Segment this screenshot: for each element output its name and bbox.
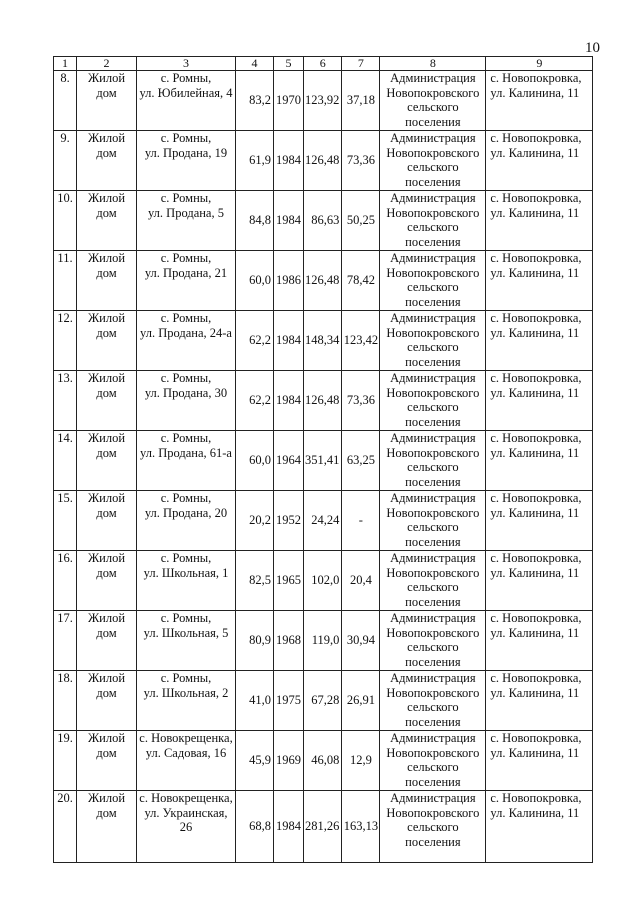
total-value-cell: 148,34	[304, 311, 342, 371]
object-type-cell	[77, 251, 137, 311]
holder-address-cell	[486, 671, 593, 731]
table-row	[54, 491, 593, 551]
holder-line: Новопокровского	[386, 565, 480, 580]
address-cell	[137, 731, 236, 791]
address-line: с. Ромны,	[160, 191, 212, 205]
row-number-cell: 19.	[54, 731, 77, 791]
object-type-line: Жилой	[87, 551, 126, 565]
page-number: 10	[585, 40, 600, 56]
residual-value-cell: 12,9	[342, 731, 380, 791]
total-value-cell: 67,28	[304, 671, 342, 731]
address-line: с. Ромны,	[160, 251, 212, 265]
holder-address-line: ул. Калинина, 11	[490, 685, 580, 700]
holder-line: Администрация	[390, 131, 476, 145]
holder-line: Администрация	[390, 71, 476, 85]
address-cell	[137, 791, 236, 863]
object-type-cell	[77, 311, 137, 371]
holder-line: Администрация	[390, 791, 476, 805]
row-number-cell: 20.	[54, 791, 77, 863]
holder-line: Новопокровского	[386, 385, 480, 400]
object-type-line: дом	[96, 145, 117, 160]
total-value-cell: 119,0	[304, 611, 342, 671]
total-value-cell: 351,41	[304, 431, 342, 491]
holder-line: сельского	[407, 820, 459, 835]
holder-cell	[380, 371, 486, 431]
holder-address-line: с. Новопокровка,	[490, 551, 582, 565]
object-type-line: дом	[96, 805, 117, 820]
address-cell	[137, 71, 236, 131]
residual-value-cell: 163,13	[342, 791, 380, 863]
holder-address-line: с. Новопокровка,	[490, 71, 582, 85]
area-cell: 82,5	[236, 551, 274, 611]
address-line: с. Ромны,	[160, 371, 212, 385]
residual-value-cell: 37,18	[342, 71, 380, 131]
address-cell	[137, 371, 236, 431]
row-number-cell: 12.	[54, 311, 77, 371]
object-type-line: дом	[96, 205, 117, 220]
column-number-cell: 2	[77, 57, 137, 71]
holder-address-cell	[486, 791, 593, 863]
holder-address-cell	[486, 131, 593, 191]
year-cell: 1984	[274, 191, 304, 251]
address-cell	[137, 551, 236, 611]
address-line: ул. Школьная, 5	[143, 625, 229, 640]
holder-address-line: с. Новопокровка,	[490, 671, 582, 685]
address-line: с. Ромны,	[160, 431, 212, 445]
address-line: ул. Продана, 5	[147, 205, 224, 220]
holder-line: сельского	[407, 640, 459, 655]
row-number-cell: 15.	[54, 491, 77, 551]
holder-line: поселения	[405, 174, 461, 189]
object-type-line: Жилой	[87, 311, 126, 325]
holder-line: поселения	[405, 354, 461, 369]
holder-cell	[380, 671, 486, 731]
address-line: с. Ромны,	[160, 71, 212, 85]
holder-address-line: ул. Калинина, 11	[490, 385, 580, 400]
object-type-cell	[77, 371, 137, 431]
table-row	[54, 671, 593, 731]
area-cell: 83,2	[236, 71, 274, 131]
holder-address-line: ул. Калинина, 11	[490, 805, 580, 820]
address-line: с. Ромны,	[160, 491, 212, 505]
address-line: 26	[179, 820, 193, 835]
residual-value-cell: -	[342, 491, 380, 551]
holder-address-line: ул. Калинина, 11	[490, 565, 580, 580]
area-cell: 41,0	[236, 671, 274, 731]
holder-line: поселения	[405, 654, 461, 669]
holder-address-line: с. Новопокровка,	[490, 191, 582, 205]
holder-line: поселения	[405, 114, 461, 129]
holder-line: Администрация	[390, 671, 476, 685]
address-line: с. Новокрещенка,	[139, 731, 233, 745]
object-type-line: Жилой	[87, 191, 126, 205]
residual-value-cell: 123,42	[342, 311, 380, 371]
holder-line: сельского	[407, 700, 459, 715]
holder-line: поселения	[405, 594, 461, 609]
address-cell	[137, 491, 236, 551]
holder-line: Новопокровского	[386, 685, 480, 700]
object-type-line: Жилой	[87, 731, 126, 745]
area-cell: 61,9	[236, 131, 274, 191]
holder-address-line: с. Новопокровка,	[490, 251, 582, 265]
row-number-cell: 16.	[54, 551, 77, 611]
object-type-cell	[77, 671, 137, 731]
holder-line: Новопокровского	[386, 505, 480, 520]
object-type-line: дом	[96, 625, 117, 640]
table-row	[54, 431, 593, 491]
row-number-cell: 14.	[54, 431, 77, 491]
object-type-line: дом	[96, 745, 117, 760]
address-line: ул. Продана, 20	[144, 505, 228, 520]
address-cell	[137, 251, 236, 311]
holder-line: сельского	[407, 220, 459, 235]
holder-line: поселения	[405, 774, 461, 789]
holder-cell	[380, 71, 486, 131]
holder-line: поселения	[405, 414, 461, 429]
table-row	[54, 71, 593, 131]
column-number-cell: 6	[304, 57, 342, 71]
object-type-line: Жилой	[87, 371, 126, 385]
object-type-cell	[77, 131, 137, 191]
address-line: с. Новокрещенка,	[139, 791, 233, 805]
object-type-line: дом	[96, 385, 117, 400]
holder-address-line: ул. Калинина, 11	[490, 205, 580, 220]
object-type-cell	[77, 791, 137, 863]
column-number-cell: 4	[236, 57, 274, 71]
holder-line: Новопокровского	[386, 325, 480, 340]
holder-line: поселения	[405, 474, 461, 489]
holder-line: сельского	[407, 580, 459, 595]
address-line: ул. Садовая, 16	[145, 745, 227, 760]
holder-line: Новопокровского	[386, 625, 480, 640]
column-number-cell: 7	[342, 57, 380, 71]
holder-address-line: с. Новопокровка,	[490, 311, 582, 325]
object-type-line: дом	[96, 265, 117, 280]
table-row	[54, 251, 593, 311]
object-type-cell	[77, 71, 137, 131]
residual-value-cell: 78,42	[342, 251, 380, 311]
address-line: с. Ромны,	[160, 131, 212, 145]
holder-line: Новопокровского	[386, 445, 480, 460]
year-cell: 1984	[274, 311, 304, 371]
column-number-cell: 3	[137, 57, 236, 71]
area-cell: 80,9	[236, 611, 274, 671]
holder-address-cell	[486, 191, 593, 251]
holder-line: Администрация	[390, 491, 476, 505]
holder-address-line: с. Новопокровка,	[490, 431, 582, 445]
object-type-line: дом	[96, 685, 117, 700]
holder-line: сельского	[407, 460, 459, 475]
object-type-line: Жилой	[87, 131, 126, 145]
holder-line: сельского	[407, 400, 459, 415]
holder-line: сельского	[407, 760, 459, 775]
holder-line: Новопокровского	[386, 145, 480, 160]
year-cell: 1986	[274, 251, 304, 311]
address-cell	[137, 311, 236, 371]
holder-address-line: с. Новопокровка,	[490, 611, 582, 625]
total-value-cell: 86,63	[304, 191, 342, 251]
holder-address-line: с. Новопокровка,	[490, 491, 582, 505]
residual-value-cell: 63,25	[342, 431, 380, 491]
area-cell: 45,9	[236, 731, 274, 791]
address-line: ул. Продана, 61-а	[140, 445, 232, 460]
object-type-line: Жилой	[87, 611, 126, 625]
total-value-cell: 126,48	[304, 371, 342, 431]
holder-address-line: ул. Калинина, 11	[490, 325, 580, 340]
object-type-line: дом	[96, 445, 117, 460]
holder-cell	[380, 731, 486, 791]
area-cell: 20,2	[236, 491, 274, 551]
holder-line: Администрация	[390, 311, 476, 325]
holder-line: Администрация	[390, 551, 476, 565]
year-cell: 1968	[274, 611, 304, 671]
table-header-row	[54, 57, 593, 71]
address-cell	[137, 611, 236, 671]
holder-address-cell	[486, 491, 593, 551]
row-number-cell: 13.	[54, 371, 77, 431]
holder-cell	[380, 431, 486, 491]
table-row	[54, 311, 593, 371]
object-type-line: Жилой	[87, 431, 126, 445]
holder-address-line: с. Новопокровка,	[490, 731, 582, 745]
holder-line: поселения	[405, 714, 461, 729]
year-cell: 1964	[274, 431, 304, 491]
holder-line: Администрация	[390, 191, 476, 205]
year-cell: 1969	[274, 731, 304, 791]
holder-cell	[380, 191, 486, 251]
holder-line: сельского	[407, 280, 459, 295]
object-type-cell	[77, 611, 137, 671]
holder-address-cell	[486, 371, 593, 431]
total-value-cell: 126,48	[304, 131, 342, 191]
holder-address-line: ул. Калинина, 11	[490, 85, 580, 100]
year-cell: 1984	[274, 371, 304, 431]
row-number-cell: 18.	[54, 671, 77, 731]
holder-line: поселения	[405, 294, 461, 309]
holder-address-cell	[486, 611, 593, 671]
residual-value-cell: 73,36	[342, 131, 380, 191]
holder-line: Новопокровского	[386, 745, 480, 760]
year-cell: 1970	[274, 71, 304, 131]
holder-address-cell	[486, 71, 593, 131]
holder-address-line: ул. Калинина, 11	[490, 145, 580, 160]
area-cell: 68,8	[236, 791, 274, 863]
residual-value-cell: 73,36	[342, 371, 380, 431]
holder-line: сельского	[407, 160, 459, 175]
holder-cell	[380, 791, 486, 863]
total-value-cell: 123,92	[304, 71, 342, 131]
object-type-cell	[77, 431, 137, 491]
row-number-cell: 9.	[54, 131, 77, 191]
holder-address-cell	[486, 551, 593, 611]
holder-address-line: ул. Калинина, 11	[490, 745, 580, 760]
address-line: с. Ромны,	[160, 551, 212, 565]
holder-line: Новопокровского	[386, 265, 480, 280]
holder-cell	[380, 551, 486, 611]
table-row	[54, 791, 593, 863]
area-cell: 60,0	[236, 431, 274, 491]
residual-value-cell: 50,25	[342, 191, 380, 251]
holder-address-cell	[486, 251, 593, 311]
year-cell: 1984	[274, 791, 304, 863]
column-number-cell: 1	[54, 57, 77, 71]
total-value-cell: 24,24	[304, 491, 342, 551]
object-type-line: Жилой	[87, 71, 126, 85]
holder-line: сельского	[407, 520, 459, 535]
total-value-cell: 46,08	[304, 731, 342, 791]
holder-address-line: ул. Калинина, 11	[490, 625, 580, 640]
row-number-cell: 11.	[54, 251, 77, 311]
total-value-cell: 126,48	[304, 251, 342, 311]
area-cell: 62,2	[236, 371, 274, 431]
year-cell: 1965	[274, 551, 304, 611]
total-value-cell: 281,26	[304, 791, 342, 863]
holder-line: поселения	[405, 534, 461, 549]
object-type-line: дом	[96, 325, 117, 340]
holder-address-line: с. Новопокровка,	[490, 791, 582, 805]
address-line: ул. Продана, 19	[144, 145, 228, 160]
address-line: ул. Школьная, 2	[143, 685, 229, 700]
holder-line: Администрация	[390, 611, 476, 625]
column-number-cell: 9	[486, 57, 593, 71]
holder-line: сельского	[407, 340, 459, 355]
year-cell: 1952	[274, 491, 304, 551]
area-cell: 60,0	[236, 251, 274, 311]
holder-address-cell	[486, 311, 593, 371]
holder-cell	[380, 251, 486, 311]
object-type-cell	[77, 551, 137, 611]
address-line: с. Ромны,	[160, 611, 212, 625]
table-row	[54, 191, 593, 251]
address-cell	[137, 671, 236, 731]
holder-line: Администрация	[390, 731, 476, 745]
column-number-cell: 8	[380, 57, 486, 71]
object-type-line: дом	[96, 565, 117, 580]
address-line: ул. Юбилейная, 4	[139, 85, 233, 100]
address-line: ул. Продана, 21	[144, 265, 228, 280]
address-line: с. Ромны,	[160, 671, 212, 685]
table-row	[54, 551, 593, 611]
address-line: с. Ромны,	[160, 311, 212, 325]
row-number-cell: 10.	[54, 191, 77, 251]
holder-address-cell	[486, 731, 593, 791]
holder-line: Администрация	[390, 251, 476, 265]
holder-line: Новопокровского	[386, 85, 480, 100]
holder-line: Новопокровского	[386, 805, 480, 820]
holder-address-line: ул. Калинина, 11	[490, 265, 580, 280]
object-type-line: Жилой	[87, 491, 126, 505]
residual-value-cell: 30,94	[342, 611, 380, 671]
holder-cell	[380, 131, 486, 191]
object-type-line: дом	[96, 505, 117, 520]
address-cell	[137, 131, 236, 191]
row-number-cell: 17.	[54, 611, 77, 671]
object-type-line: дом	[96, 85, 117, 100]
holder-address-line: ул. Калинина, 11	[490, 445, 580, 460]
residual-value-cell: 26,91	[342, 671, 380, 731]
area-cell: 84,8	[236, 191, 274, 251]
holder-cell	[380, 491, 486, 551]
object-type-line: Жилой	[87, 791, 126, 805]
object-type-line: Жилой	[87, 671, 126, 685]
address-cell	[137, 191, 236, 251]
object-type-cell	[77, 731, 137, 791]
address-line: ул. Продана, 24-а	[140, 325, 232, 340]
holder-line: сельского	[407, 100, 459, 115]
residual-value-cell: 20,4	[342, 551, 380, 611]
column-number-cell: 5	[274, 57, 304, 71]
property-registry-table	[53, 56, 593, 863]
table-row	[54, 371, 593, 431]
address-line: ул. Украинская,	[144, 805, 228, 820]
holder-line: Администрация	[390, 431, 476, 445]
area-cell: 62,2	[236, 311, 274, 371]
object-type-cell	[77, 491, 137, 551]
holder-address-line: ул. Калинина, 11	[490, 505, 580, 520]
holder-line: Администрация	[390, 371, 476, 385]
holder-line: Новопокровского	[386, 205, 480, 220]
holder-line: поселения	[405, 234, 461, 249]
row-number-cell: 8.	[54, 71, 77, 131]
year-cell: 1975	[274, 671, 304, 731]
object-type-line: Жилой	[87, 251, 126, 265]
address-line: ул. Школьная, 1	[143, 565, 229, 580]
year-cell: 1984	[274, 131, 304, 191]
holder-address-line: с. Новопокровка,	[490, 371, 582, 385]
total-value-cell: 102,0	[304, 551, 342, 611]
table-row	[54, 131, 593, 191]
holder-address-cell	[486, 431, 593, 491]
table-row	[54, 731, 593, 791]
address-line: ул. Продана, 30	[144, 385, 228, 400]
holder-cell	[380, 611, 486, 671]
table-row	[54, 611, 593, 671]
holder-cell	[380, 311, 486, 371]
object-type-cell	[77, 191, 137, 251]
address-cell	[137, 431, 236, 491]
holder-address-line: с. Новопокровка,	[490, 131, 582, 145]
holder-line: поселения	[405, 834, 461, 849]
